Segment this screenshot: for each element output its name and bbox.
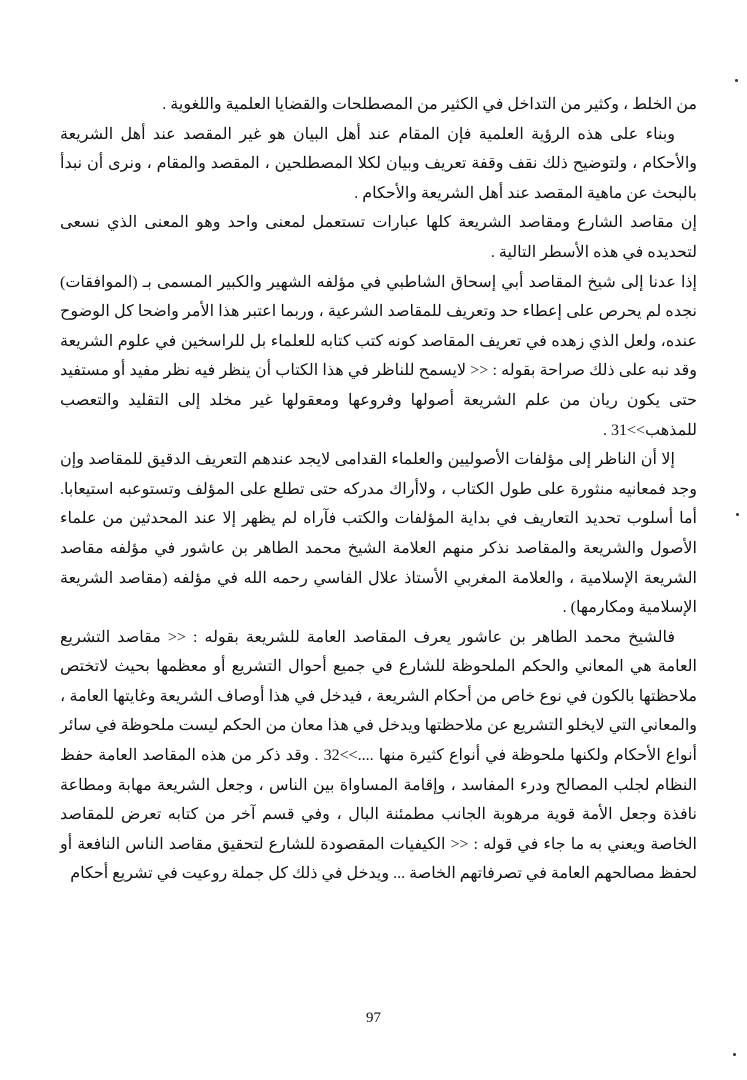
paragraph: وبناء على هذه الرؤية العلمية فإن المقام عند أهل البيان هو غير المقصد عند أهل الشريعة والأحكام ، ولتوضيح ذلك نقف وقفة تعريف وبيان لكلا المصطلحين ، المقصد والمقام ، ونرى أن نبدأ بالبحث عن ماهية المقصد عند أهل الشريعة والأحكام . bbox=[60, 125, 697, 202]
page-number: 97 bbox=[366, 1010, 381, 1026]
scan-speck bbox=[733, 1053, 736, 1056]
paragraph: فالشيخ محمد الطاهر بن عاشور يعرف المقاصد العامة للشريعة بقوله : << مقاصد التشريع العامة هي المعاني والحكم الملحوظة للشارع في جميع أحوال التشريع أو معظمها بحيث لاتختص ملاحظتها بالكون في نوع خاص من أحكام الشريعة ، فيدخل في هذا أوصاف الشريعة وغايتها العامة ، والمعاني التي لايخلو التشريع عن ملاحظتها ويدخل في هذا معان من الحكم ليست ملحوظة في سائر أنواع الأحكام ولكنها ملحوظة في أنواع كثيرة منها ....>>32 . وقد ذكر من هذه المقاصد العامة حفظ النظام لجلب المصالح ودرء المفاسد ، وإقامة المساواة بين الناس ، وجعل الشريعة مهابة ومطاعة نافذة وجعل الأمة قوية مرهوبة الجانب مطمئنة البال ، وفي قسم آخر من كتابه تعرض للمقاصد الخاصة ويعني به ما جاء في قوله : << الكيفيات المقصودة للشارع لتحقيق مقاصد الناس النافعة أو لحفظ مصالحهم العامة في تصرفاتهم الخاصة ... ويدخل في ذلك كل جملة روعيت في تشريع أحكام bbox=[60, 628, 698, 883]
paragraph-continuation: من الخلط ، وكثير من التداخل في الكثير من المصطلحات والقضايا العلمية واللغوية . bbox=[162, 96, 697, 113]
body-text bbox=[60, 90, 697, 889]
scan-speck bbox=[735, 79, 738, 82]
paragraph: إن مقاصد الشارع ومقاصد الشريعة كلها عبارات تستعمل لمعنى واحد وهو المعنى الذي نسعى لتحديده في هذه الأسطر التالية . bbox=[60, 214, 697, 261]
paragraph: إذا عدنا إلى شيخ المقاصد أبي إسحاق الشاطبي في مؤلفه الشهير والكبير المسمى بـ (الموافقات) نجده لم يحرص على إعطاء حد وتعريف للمقاصد الشرعية ، وربما اعتبر هذا الأمر واضحا كل الوضوح عنده، ولعل الذي زهده في تعريف المقاصد كونه كتب كتابه للعلماء بل للراسخين في علوم الشريعة وقد نبه على ذلك صراحة بقوله : << لايسمح للناظر في هذا الكتاب أن ينظر فيه نظر مفيد أو مستفيد حتى يكون ريان من علم الشريعة أصولها وفروعها ومعقولها غير مخلد إلى التقليد والتعصب للمذهب>>31 . bbox=[60, 273, 698, 439]
scan-speck bbox=[736, 513, 739, 516]
paragraph: إلا أن الناظر إلى مؤلفات الأصوليين والعلماء القدامى لايجد عندهم التعريف الدقيق للمقاصد وإن وجد فمعانيه منثورة على طول الكتاب ، ولاأراك مدركه حتى تطلع على المؤلف وتستوعبه استيعابا. أما أسلوب تحديد التعاريف في بداية المؤلفات والكتب فآراه لم يظهر إلا عند المحدثين من علماء الأصول والشريعة والمقاصد نذكر منهم العلامة الشيخ محمد الطاهر بن عاشور في مؤلفه مقاصد الشريعة الإسلامية ، والعلامة المغربي الأستاذ علال الفاسي رحمه الله في مؤلفه (مقاصد الشريعة الإسلامية ومكارمها) . bbox=[60, 451, 697, 617]
